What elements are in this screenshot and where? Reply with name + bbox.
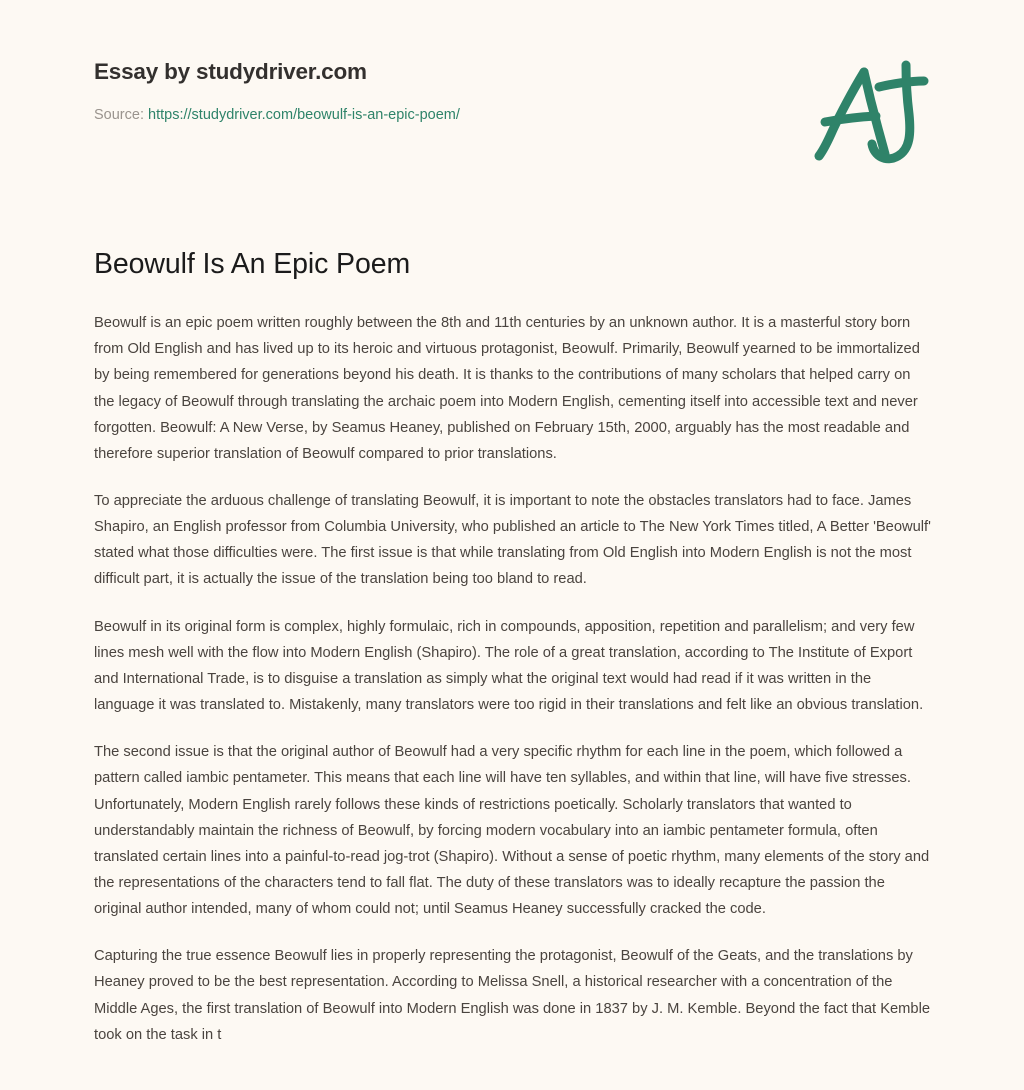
header-text-block bbox=[94, 58, 460, 125]
article-body bbox=[94, 310, 934, 1048]
page-header bbox=[0, 0, 1024, 200]
article-paragraph: The second issue is that the original author of Beowulf had a very specific rhythm for each line in the poem, which followed a pattern called iambic pentameter. This means that each line will have ten syllables, and within that line, will have five stresses. Unfortunately, Modern English rarely follows these kinds of restrictions poetically. Scholarly translators that wanted to understandably maintain the richness of Beowulf, by forcing modern vocabulary into an iambic pentameter formula, often translated certain lines into a painful-to-read jog-trot (Shapiro). Without a sense of poetic rhythm, many elements of the story and the representations of the characters tend to fall flat. The duty of these translators was to ideally recapture the passion the original author intended, many of whom could not; until Seamus Heaney successfully cracked the code. bbox=[94, 744, 930, 918]
article-paragraph: Capturing the true essence Beowulf lies in properly representing the protagonist, Beowulf of the Geats, and the translations by Heaney proved to be the best representation. According to Melissa Snell, a historical researcher with a concentration of the Middle Ages, the first translation of Beowulf into Modern English was done in 1837 by J. M. Kemble. Beyond the fact that Kemble took on the task in t bbox=[94, 948, 931, 1043]
source-label: Source: bbox=[94, 107, 144, 124]
article-container bbox=[94, 246, 934, 1048]
source-url-link[interactable]: https://studydriver.com/beowulf-is-an-epic-poem/ bbox=[148, 107, 460, 124]
article-paragraph: To appreciate the arduous challenge of translating Beowulf, it is important to note the obstacles translators had to face. James Shapiro, an English professor from Columbia University, who published an article to The New York Times titled, A Better 'Beowulf' stated what those difficulties were. The first issue is that while translating from Old English into Modern English is not the most difficult part, it is actually the issue of the translation being too bland to read. bbox=[94, 492, 931, 588]
source-line bbox=[94, 106, 460, 125]
essay-by-heading: Essay by studydriver.com bbox=[94, 59, 367, 84]
studydriver-logo[interactable] bbox=[806, 52, 936, 174]
a-plus-logo-icon bbox=[806, 52, 936, 174]
article-paragraph: Beowulf in its original form is complex, highly formulaic, rich in compounds, apposition, repetition and parallelism; and very few lines mesh well with the flow into Modern English (Shapiro). The role of a great translation, according to The Institute of Export and International Trade, is to disguise a translation as simply what the original text would had read if it was written in the language it was translated to. Mistakenly, many translators were too rigid in their translations and felt like an obvious translation. bbox=[94, 618, 924, 714]
page-title: Beowulf Is An Epic Poem bbox=[94, 248, 411, 280]
article-paragraph: Beowulf is an epic poem written roughly between the 8th and 11th centuries by an unknown author. It is a masterful story born from Old English and has lived up to its heroic and virtuous protagonist, Beowulf. Primarily, Beowulf yearned to be immortalized by being remembered for generations beyond his death. It is thanks to the contributions of many scholars that helped carry on the legacy of Beowulf through translating the archaic poem into Modern English, cementing itself into accessible text and never forgotten. Beowulf: A New Verse, by Seamus Heaney, published on February 15th, 2000, arguably has the most readable and therefore superior translation of Beowulf compared to prior translations. bbox=[94, 315, 920, 462]
